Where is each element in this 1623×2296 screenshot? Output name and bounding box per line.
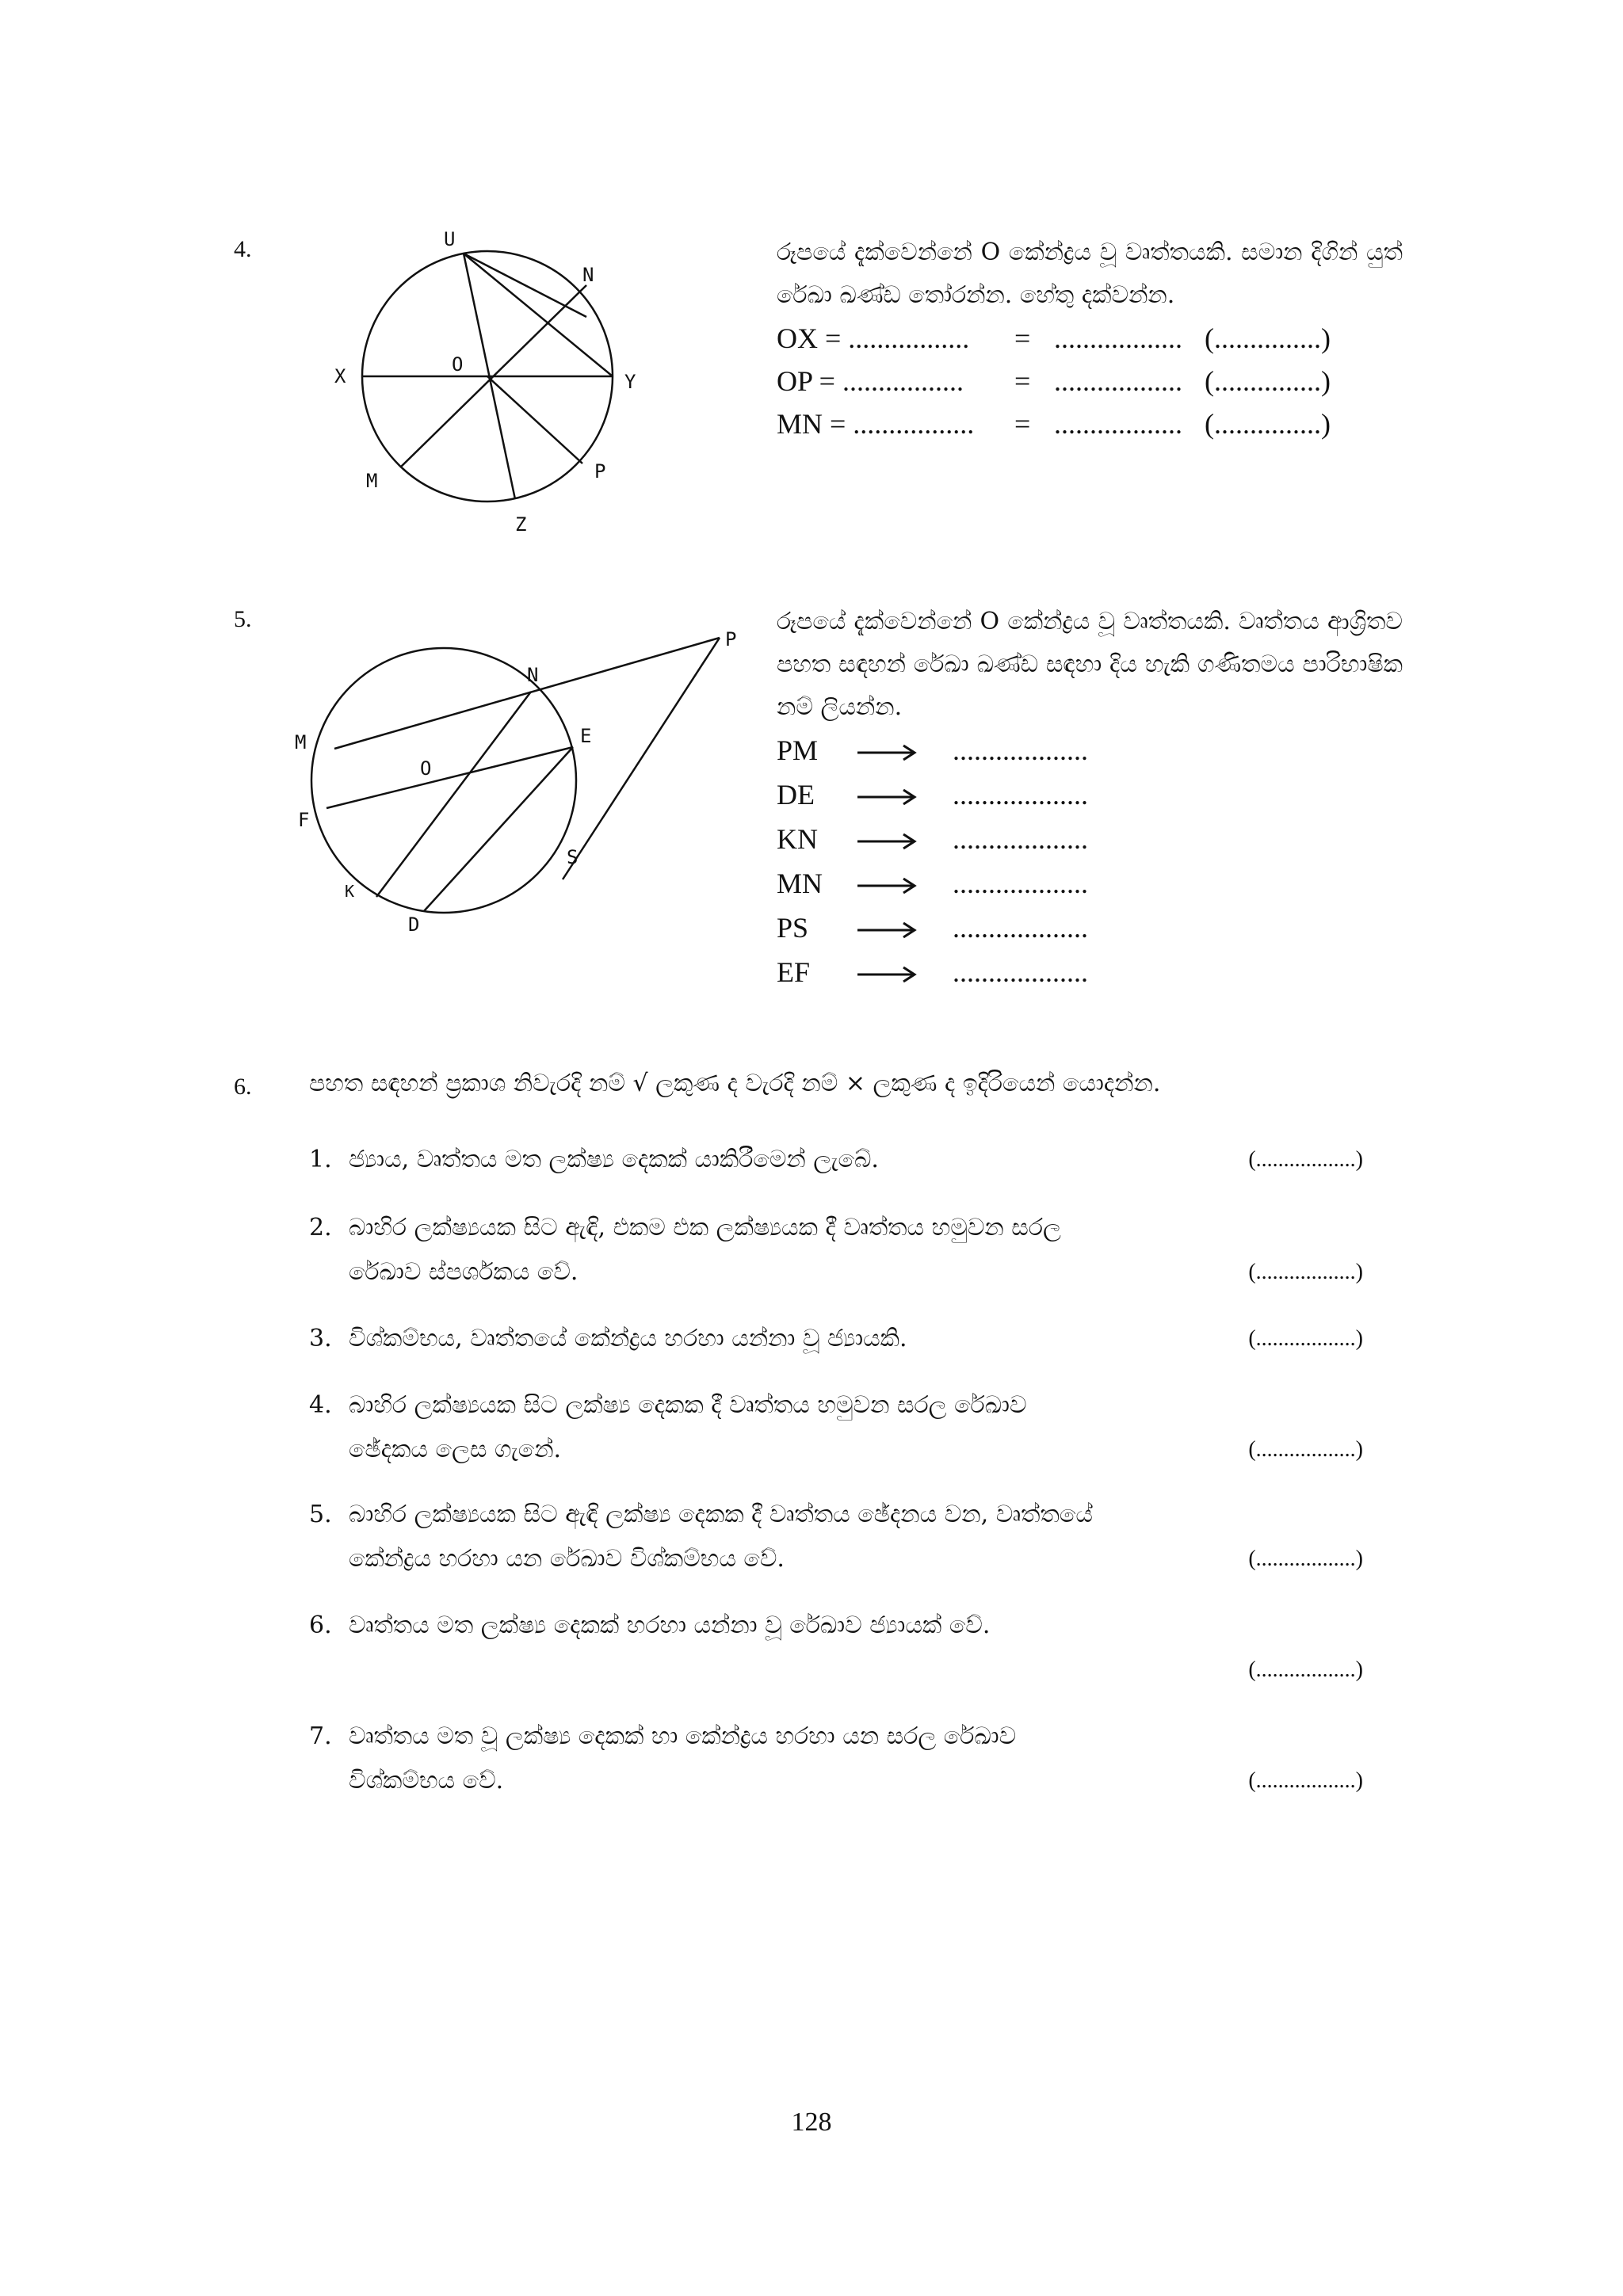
label-u: U <box>444 228 456 250</box>
q5-term-row-1: PM ................... <box>777 734 1088 766</box>
label-o: O <box>420 757 432 780</box>
tangent-ps <box>563 638 720 879</box>
label-e: E <box>580 725 592 747</box>
arrow-right-icon <box>856 921 919 940</box>
q5-term-row-5: PS ................... <box>777 912 1088 944</box>
question-4-text-block <box>777 231 1403 445</box>
answer-blank[interactable]: (..................) <box>1248 1260 1363 1284</box>
arrow-right-icon <box>856 832 919 851</box>
arrow-right-icon <box>856 965 919 984</box>
arrow-right-icon <box>856 876 919 895</box>
circle-figure-q4 <box>317 222 682 555</box>
answer-blank[interactable]: (..................) <box>1248 1768 1363 1793</box>
label-n: N <box>527 664 539 686</box>
label-n: N <box>582 264 594 286</box>
q5-term-row-6: EF ................... <box>777 956 1088 988</box>
answer-blank[interactable]: (..................) <box>1248 1437 1363 1462</box>
question-5-number: 5. <box>234 606 252 632</box>
question-6-number: 6. <box>234 1074 252 1100</box>
q5-term-row-4: MN ................... <box>777 868 1088 899</box>
question-5-text: රූපයේ දැක්වෙන්නේ O කේන්ද්‍රය වූ වෘත්තයකි. වෘත්තය ආශ්‍රිතව පහත සඳහන් රේඛා ඛණ්ඩ සඳහා දිය හැකි ගණිතමය පාරිභාෂික නම් ලියන්න. <box>777 608 1403 721</box>
statement-6: 6. වෘත්තය මත ලක්ෂ්‍ය දෙකක් හරහා යන්නා වූ රේඛාව ජ්‍යායක් වේ. (..................) <box>309 1604 1363 1692</box>
q5-term-row-3: KN ................... <box>777 823 1088 855</box>
answer-blank[interactable]: (..................) <box>1248 1147 1363 1172</box>
label-s: S <box>567 846 579 868</box>
secant-pm <box>334 638 720 749</box>
answer-blank[interactable]: (..................) <box>1248 1547 1363 1571</box>
q4-answer-row-3: MN = ................. = .................. (...............) <box>777 408 1331 440</box>
statement-7: 7. වෘත්තය මත වූ ලක්ෂ්‍ය දෙකක් හා කේන්ද්‍රය හරහා යන සරල රේඛාව විශ්කම්භය වේ. (..................) <box>309 1714 1363 1803</box>
label-d: D <box>408 913 420 936</box>
q4-answer-row-2: OP = ................. = .................. (...............) <box>777 365 1331 397</box>
statement-2: 2. බාහිර ලක්ෂ්‍යයක සිට ඇඳි, එකම එක ලක්ෂ්‍යයක දී වෘත්තය හමුවන සරල රේඛාව ස්පර්ශකය වේ. (..................) <box>309 1206 1363 1295</box>
arrow-right-icon <box>856 743 919 762</box>
label-m: M <box>295 731 307 753</box>
label-m: M <box>366 470 378 492</box>
statement-5: 5. බාහිර ලක්ෂ්‍යයක සිට ඇඳි ලක්ෂ්‍ය දෙකක දී වෘත්තය ඡේදනය වන, වෘත්තයේ කේන්ද්‍රය හරහා යන රේඛාව විශ්කම්භය වේ. (..................) <box>309 1493 1363 1581</box>
label-p: P <box>725 628 737 650</box>
q4-answer-row-1: OX = ................. = .................. (...............) <box>777 322 1331 354</box>
page-number: 128 <box>791 2107 832 2137</box>
arrow-right-icon <box>856 788 919 807</box>
answer-blank[interactable]: (..................) <box>1248 1657 1363 1682</box>
chord-de <box>424 747 573 911</box>
question-4-text: රූපයේ දැක්වෙන්නේ O කේන්ද්‍රය වූ වෘත්තයකි. සමාන දිගින් යුත් රේඛා ඛණ්ඩ තෝරන්න. හේතු දක්වන්න. <box>777 238 1403 309</box>
label-z: Z <box>515 513 527 536</box>
label-f: F <box>298 809 310 831</box>
label-o: O <box>452 353 464 376</box>
label-p: P <box>594 460 606 482</box>
q5-term-row-2: DE ................... <box>777 779 1088 810</box>
question-4-number: 4. <box>234 236 252 262</box>
statement-4: 4. බාහිර ලක්ෂ්‍යයක සිට ලක්ෂ්‍ය දෙකක දී වෘත්තය හමුවන සරල රේඛාව ඡේදකය ලෙස ගැනේ. (..................) <box>309 1383 1363 1472</box>
diameter-kn <box>376 692 531 897</box>
label-k: K <box>345 882 355 901</box>
question-5-text-block <box>777 601 1403 995</box>
label-y: Y <box>624 371 636 393</box>
question-6-heading: පහත සඳහන් ප්‍රකාශ නිවැරදි නම් √ ලකුණ ද වැරදි නම් × ලකුණ ද ඉදිරියෙන් යොදන්න. <box>309 1070 1161 1097</box>
circle-figure-q5 <box>285 622 761 955</box>
label-x: X <box>334 365 346 387</box>
statement-3: 3. විශ්කම්භය, වෘත්තයේ කේන්ද්‍රය හරහා යන්නා වූ ජ්‍යායකි. (..................) <box>309 1317 1363 1361</box>
statement-1: 1. ජ්‍යාය, වෘත්තය මත ලක්ෂ්‍ය දෙකක් යාකිරීමෙන් ලැබේ. (..................) <box>309 1138 1363 1182</box>
radius-op <box>487 376 582 463</box>
circle-q5 <box>311 648 579 913</box>
chord-un <box>464 254 586 317</box>
answer-blank[interactable]: (..................) <box>1248 1326 1363 1351</box>
